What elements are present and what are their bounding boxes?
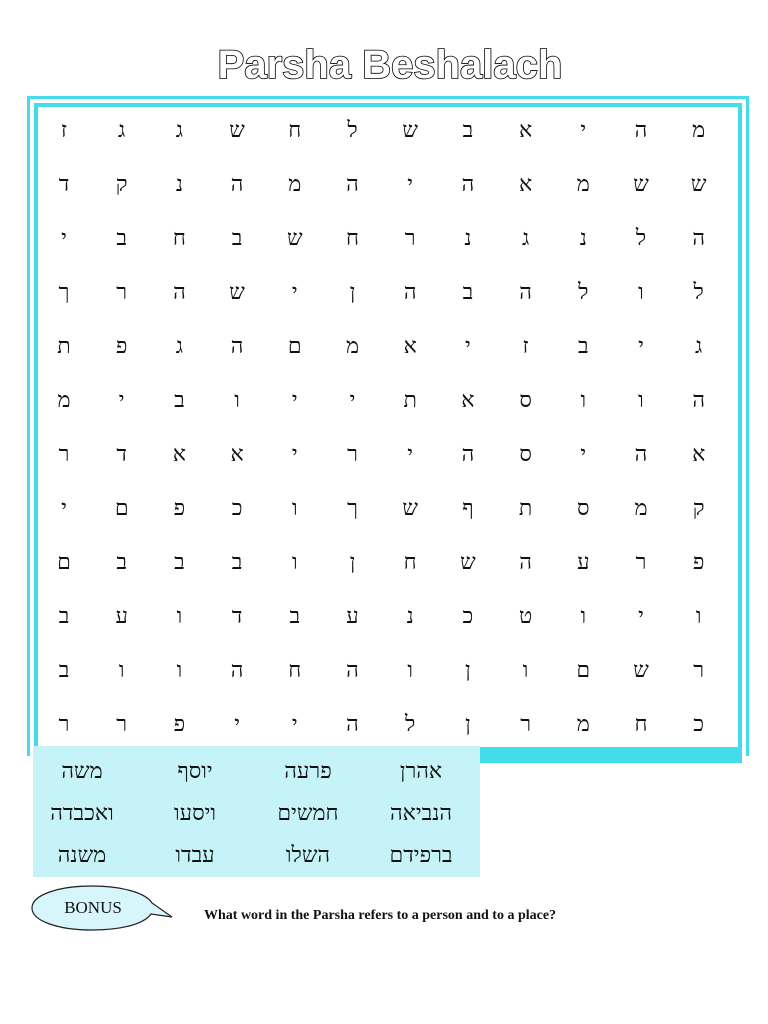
grid-row — [38, 597, 738, 651]
grid-letter: ו — [407, 658, 413, 683]
bonus-question: What word in the Parsha refers to a person and to a place? — [204, 908, 557, 923]
grid-letter: ש — [402, 496, 418, 521]
grid-letter: ן — [465, 658, 471, 683]
grid-letter: ע — [346, 604, 359, 629]
grid-letter: ר — [404, 226, 416, 251]
grid-letter: ד — [58, 172, 70, 197]
grid-letter: ב — [289, 604, 301, 629]
grid-letter: י — [61, 226, 67, 251]
grid-letter: ב — [174, 550, 185, 575]
page-title — [0, 26, 768, 96]
grid-letter: ב — [58, 604, 70, 629]
grid-letter: ר — [693, 658, 705, 683]
grid-letter: י — [465, 334, 471, 359]
grid-letter: ו — [176, 604, 183, 629]
grid-letter: ש — [287, 226, 303, 251]
grid-letter: ע — [115, 604, 128, 629]
grid-letter: ב — [174, 388, 185, 413]
grid-letter: פ — [692, 550, 705, 575]
grid-letter: ב — [116, 550, 127, 575]
grid-letter: ר — [347, 442, 358, 467]
grid-letter: א — [692, 442, 706, 467]
grid-letter: ה — [692, 226, 706, 251]
grid-letter: מ — [57, 388, 71, 413]
grid-row — [38, 165, 738, 219]
grid-letter: ב — [58, 658, 70, 683]
grid-letter: ם — [576, 658, 591, 683]
grid-letter: ע — [577, 550, 590, 575]
word-bank-word: השלו — [285, 843, 331, 868]
grid-letter: א — [230, 442, 244, 467]
grid-letter: ת — [57, 334, 71, 359]
grid-letter: ר — [58, 442, 70, 467]
grid-row — [38, 543, 738, 597]
grid-letter: ה — [230, 334, 244, 359]
grid-row — [38, 489, 738, 543]
grid-letter: ש — [633, 658, 649, 683]
grid-row — [38, 111, 738, 165]
word-bank-word: ואכבדה — [50, 801, 114, 826]
grid-letter: ל — [347, 118, 358, 143]
grid-letter: י — [580, 442, 587, 467]
grid-letter: א — [461, 388, 475, 413]
grid-letter: ה — [519, 550, 532, 575]
grid-letter: ה — [634, 442, 648, 467]
grid-letter: א — [403, 334, 417, 359]
grid-letter: ב — [462, 118, 474, 143]
grid-letter: ס — [519, 388, 532, 413]
grid-letter: ש — [460, 550, 476, 575]
grid-letter: י — [638, 334, 644, 359]
grid-letter: י — [580, 118, 587, 143]
grid-row — [38, 435, 738, 489]
grid-letter: י — [291, 280, 298, 305]
grid-letter: ג — [175, 118, 184, 143]
grid-letter: ח — [288, 118, 302, 143]
grid-letter: ו — [176, 658, 183, 683]
grid-letter: י — [349, 388, 356, 413]
grid-letter: ת — [518, 496, 533, 521]
grid-letter: כ — [693, 712, 705, 737]
grid-letter: ו — [638, 388, 644, 413]
grid-letter: ב — [116, 226, 127, 251]
grid-letter: ך — [347, 496, 358, 521]
grid-letter: ס — [577, 496, 590, 521]
grid-letter: ב — [577, 334, 589, 359]
grid-letter: מ — [576, 712, 590, 737]
grid-letter: ך — [58, 280, 70, 305]
word-bank-word: יוסף — [177, 759, 213, 784]
grid-letter: ה — [230, 658, 244, 683]
word-bank-word: חמשים — [277, 801, 339, 826]
word-bank — [33, 746, 480, 877]
grid-letter: ג — [521, 226, 530, 251]
grid-letter: ש — [690, 172, 707, 197]
grid-letter: ר — [116, 280, 128, 305]
grid-letter: ם — [57, 550, 71, 575]
grid-letter: ה — [173, 280, 186, 305]
grid-letter: נ — [579, 226, 587, 251]
grid-letter: ב — [231, 226, 243, 251]
grid-letter: ק — [115, 172, 128, 197]
grid-letter: ש — [402, 118, 418, 143]
grid-row — [38, 381, 738, 435]
word-bank-word: הנביאה — [389, 801, 453, 826]
grid-letter: ה — [692, 388, 706, 413]
grid-letter: ל — [405, 712, 416, 737]
grid-letter: ו — [118, 658, 125, 683]
grid-letter: ש — [229, 280, 245, 305]
grid-letter: פ — [173, 712, 186, 737]
grid-letter: י — [118, 388, 125, 413]
grid-letter: ח — [288, 658, 302, 683]
grid-letter: ף — [462, 496, 474, 521]
grid-row — [38, 273, 738, 327]
grid-letter: ג — [695, 334, 703, 359]
page-title-text: Parsha Beshalach — [217, 43, 563, 87]
word-bank-word: ויסעו — [174, 801, 216, 826]
grid-letter: ח — [403, 550, 417, 575]
grid-letter: כ — [462, 604, 474, 629]
grid-letter: ה — [461, 442, 475, 467]
grid-letter: ו — [695, 604, 702, 629]
grid-letter: מ — [576, 172, 590, 197]
grid-letter: נ — [406, 604, 414, 629]
grid-row — [38, 327, 738, 381]
grid-letter: י — [407, 442, 414, 467]
grid-letter: ו — [638, 280, 644, 305]
grid-letter: ר — [116, 712, 128, 737]
grid-letter: ח — [345, 226, 360, 251]
grid-letter: י — [61, 496, 67, 521]
grid-letter: ו — [234, 388, 240, 413]
grid-letter: מ — [288, 172, 302, 197]
grid-letter: נ — [464, 226, 472, 251]
word-bank-word: ברפידם — [389, 843, 453, 868]
grid-letter: ו — [291, 496, 298, 521]
grid-letter: ה — [461, 172, 475, 197]
grid-letter: ב — [231, 550, 243, 575]
word-bank-word: עבדו — [175, 843, 215, 868]
grid-letter: ן — [349, 550, 356, 575]
grid-letter: ב — [462, 280, 474, 305]
grid-letter: ה — [346, 172, 359, 197]
grid-letter: ו — [580, 604, 587, 629]
grid-letter: ה — [346, 712, 359, 737]
grid-letter: ן — [349, 280, 356, 305]
grid-letter: י — [638, 604, 644, 629]
grid-letter: ד — [116, 442, 127, 467]
grid-letter: ז — [60, 118, 68, 143]
grid-letter: י — [234, 712, 240, 737]
grid-row — [38, 219, 738, 273]
grid-letter: ד — [231, 604, 243, 629]
grid-letter: ה — [230, 172, 244, 197]
word-search-grid — [38, 107, 738, 747]
grid-letter: א — [518, 172, 533, 197]
grid-letter: ס — [519, 442, 532, 467]
grid-letter: א — [518, 118, 533, 143]
grid-letter: ק — [692, 496, 705, 521]
grid-letter: ט — [518, 604, 533, 629]
grid-letter: ג — [118, 118, 126, 143]
word-bank-row — [33, 794, 480, 834]
grid-letter: י — [407, 172, 414, 197]
grid-letter: ר — [635, 550, 647, 575]
grid-letter: ן — [465, 712, 471, 737]
word-bank-word: אהרן — [399, 759, 443, 784]
grid-letter: ר — [520, 712, 531, 737]
word-bank-word: משה — [61, 759, 103, 784]
grid-letter: מ — [634, 496, 648, 521]
grid-letter: ל — [693, 280, 704, 305]
grid-letter: ל — [578, 280, 589, 305]
word-bank-row — [33, 836, 480, 876]
grid-letter: נ — [175, 172, 183, 197]
grid-letter: ש — [633, 172, 649, 197]
grid-letter: פ — [115, 334, 128, 359]
grid-letter: ה — [346, 658, 359, 683]
grid-letter: ש — [229, 118, 245, 143]
grid-letter: ה — [519, 280, 532, 305]
grid-letter: ם — [114, 496, 129, 521]
grid-letter: ל — [635, 226, 647, 251]
grid-letter: ח — [172, 226, 186, 251]
bonus-label: BONUS — [64, 898, 122, 917]
grid-letter: מ — [345, 334, 360, 359]
grid-letter: ו — [291, 550, 298, 575]
grid-letter: כ — [231, 496, 243, 521]
word-bank-row — [33, 752, 480, 792]
grid-letter: ת — [403, 388, 417, 413]
grid-letter: י — [291, 712, 298, 737]
grid-letter: ו — [580, 388, 587, 413]
grid-letter: ר — [58, 712, 70, 737]
grid-letter: ו — [522, 658, 529, 683]
grid-letter: י — [291, 388, 298, 413]
word-bank-word: פרעה — [284, 759, 332, 784]
word-bank-word: משנה — [57, 843, 107, 868]
grid-letter: ז — [522, 334, 529, 359]
grid-letter: ג — [175, 334, 184, 359]
grid-row — [38, 651, 738, 705]
grid-letter: ה — [403, 280, 417, 305]
grid-letter: א — [172, 442, 186, 467]
grid-letter: ה — [634, 118, 648, 143]
grid-letter: ם — [287, 334, 302, 359]
grid-letter: י — [291, 442, 298, 467]
grid-letter: פ — [173, 496, 186, 521]
grid-letter: ח — [634, 712, 648, 737]
grid-letter: מ — [692, 118, 706, 143]
